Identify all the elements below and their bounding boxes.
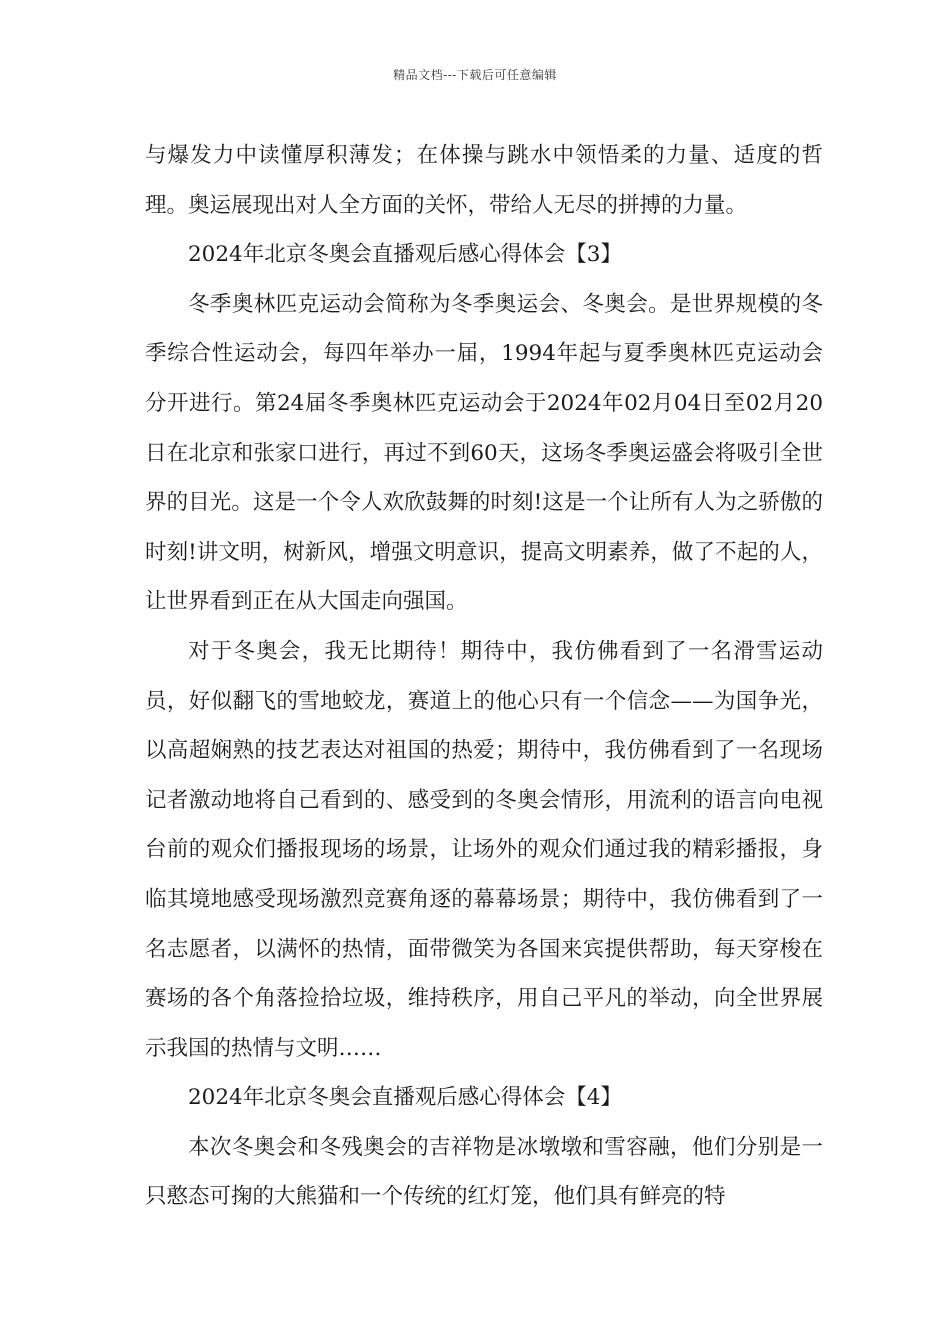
- page-header: 精品文档---下载后可任意编辑: [393, 68, 557, 82]
- paragraph-winter-olympics-intro: 冬季奥林匹克运动会简称为冬季奥运会、冬奥会。是世界规模的冬季综合性运动会，每四年举办一届，1994年起与夏季奥林匹克运动会分开进行。第24届冬季奥林匹克运动会于2024年02月04日至02月20日在北京和张家口进行，再过不到60天，这场冬季奥运盛会将吸引全世界的目光。这是一个令人欢欣鼓舞的时刻!这是一个让所有人为之骄傲的时刻!讲文明，树新风，增强文明意识，提高文明素养，做了不起的人，让世界看到正在从大国走向强国。: [145, 291, 823, 615]
- section-heading-3: 2024年北京冬奥会直播观后感心得体会【3】: [188, 242, 622, 268]
- section-heading-4: 2024年北京冬奥会直播观后感心得体会【4】: [188, 1085, 622, 1111]
- document-body: [145, 131, 823, 1222]
- paragraph-continuation: 与爆发力中读懂厚积薄发；在体操与跳水中领悟柔的力量、适度的哲理。奥运展现出对人全方面的关怀，带给人无尽的拼搏的力量。: [145, 143, 823, 218]
- paragraph-mascots: 本次冬奥会和冬残奥会的吉祥物是冰墩墩和雪容融，他们分别是一只憨态可掬的大熊猫和一个传统的红灯笼，他们具有鲜亮的特: [145, 1134, 823, 1210]
- paragraph-expectations: 对于冬奥会，我无比期待！期待中，我仿佛看到了一名滑雪运动员，好似翻飞的雪地蛟龙，赛道上的他心只有一个信念——为国争光，以高超娴熟的技艺表达对祖国的热爱；期待中，我仿佛看到了一名现场记者激动地将自己看到的、感受到的冬奥会情形，用流利的语言向电视台前的观众们播报现场的场景，让场外的观众们通过我的精彩播报，身临其境地感受现场激烈竞赛角逐的幕幕场景；期待中，我仿佛看到了一名志愿者，以满怀的热情，面带微笑为各国来宾提供帮助，每天穿梭在赛场的各个角落捡拾垃圾，维持秩序，用自己平凡的举动，向全世界展示我国的热情与文明……: [145, 638, 823, 1061]
